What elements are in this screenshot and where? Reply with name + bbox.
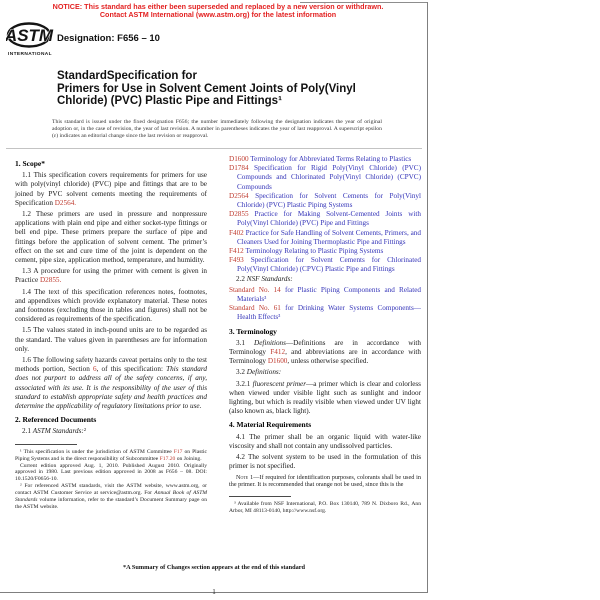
text-run: , and abbreviations are in accordance with Terminology bbox=[229, 348, 421, 366]
doc-ref-link[interactable]: D2564 bbox=[229, 191, 249, 200]
footnote-text bbox=[15, 483, 207, 511]
text-run: volume information, refer to the standard’s Document Summary page on the ASTM website. bbox=[15, 497, 207, 510]
text-run: This standard does not purport to address all of the safety concerns, if any, associated with its use. It is the responsibility of the user of this standard to establish appropriate safety and health practices and determine the applicability of regulatory limitations prior to use. bbox=[15, 365, 207, 411]
doc-ref-link[interactable]: 6 bbox=[92, 365, 97, 374]
text-run: 4.2 The solvent system to be used in the formulation of this primer is not specified. bbox=[229, 453, 421, 471]
doc-ref-link[interactable]: Specification for Solvent Cements for Chlorinated Poly(Vinyl Chloride) (CPVC) Plastic Pipe and Fittings bbox=[237, 256, 421, 274]
text-run: on Plastic Piping Systems and is the direct responsibility of Subcommittee bbox=[15, 448, 207, 462]
right-column bbox=[229, 155, 421, 515]
reference-entry bbox=[229, 247, 421, 256]
body-paragraph bbox=[15, 210, 207, 265]
doc-ref-link[interactable]: F17.20 bbox=[159, 455, 176, 462]
section-heading bbox=[15, 415, 207, 424]
body-paragraph bbox=[15, 288, 207, 325]
footnote-text bbox=[15, 463, 207, 484]
doc-ref-link[interactable]: D1784 bbox=[229, 164, 249, 173]
doc-ref-link[interactable]: D2855 bbox=[229, 210, 249, 219]
text-run: ¹ This specification is under the jurisdiction of ASTM Committee bbox=[20, 448, 174, 455]
text-run: 1.3 A procedure for using the primer with cement is given in Practice bbox=[15, 267, 207, 285]
doc-ref-link[interactable]: Specification for Solvent Cements for Poly(Vinyl Chloride) (PVC) Plastic Piping Systems bbox=[237, 191, 421, 210]
text-run: Note 1 bbox=[236, 473, 254, 481]
text-run: 1.5 The values stated in inch-pound units are to be regarded as the standard. The values given in parentheses are for information only. bbox=[15, 326, 207, 353]
text-run: Definitions: bbox=[246, 368, 282, 377]
footnote-divider bbox=[15, 444, 77, 445]
astm-globe-icon bbox=[6, 21, 54, 59]
text-run: 1.6 The following safety hazards caveat pertains only to the test methods portion, Section bbox=[15, 356, 207, 374]
doc-ref-link[interactable]: D2564. bbox=[54, 198, 77, 207]
reference-entry bbox=[229, 164, 421, 192]
doc-ref-link[interactable]: Practice for Making Solvent-Cemented Joints with Poly(Vinyl Chloride) (PVC) Pipe and Fittings bbox=[237, 210, 421, 228]
doc-ref-link[interactable]: Terminology for Abbreviated Terms Relating to Plastics bbox=[248, 155, 412, 163]
footnote-text bbox=[229, 501, 421, 515]
page-border-right bbox=[427, 2, 428, 593]
text-run: 1.4 The text of this specification references notes, footnotes, and appendixes which provide explanatory material. These notes and footnotes (excluding those in tables and figures) shall not be considered as requirements of the specification. bbox=[15, 287, 207, 324]
section-heading bbox=[229, 327, 421, 336]
two-column-body bbox=[15, 155, 421, 515]
designation-label: Designation: F656 – 10 bbox=[57, 33, 160, 44]
text-run: 2.1 bbox=[22, 427, 33, 436]
summary-of-changes-note: *A Summary of Changes section appears at the end of this standard bbox=[122, 564, 306, 571]
body-paragraph bbox=[229, 275, 421, 284]
text-run: ASTM Standards: bbox=[32, 427, 84, 436]
doc-ref-link[interactable]: Terminology Relating to Plastic Piping Systems bbox=[243, 247, 384, 256]
text-run: —If required for identification purposes, colorants shall be used in the primer. It is recommended that orange not be used, since this is the bbox=[229, 473, 421, 489]
doc-ref-link[interactable]: Standard No. 14 bbox=[229, 285, 281, 294]
doc-ref-link[interactable]: D1600 bbox=[229, 155, 249, 163]
body-paragraph bbox=[229, 368, 421, 377]
astm-logo bbox=[6, 21, 54, 64]
footnote-divider bbox=[229, 496, 291, 497]
body-paragraph bbox=[15, 326, 207, 354]
text-run: 3. Terminology bbox=[229, 326, 277, 336]
title-line2: Chloride) (PVC) Plastic Pipe and Fittings¹ bbox=[57, 95, 282, 108]
doc-ref-link[interactable]: Practice for Safe Handling of Solvent Cements, Primers, and Cleaners Used for Joining Thermoplastic Pipe and Fittings bbox=[237, 228, 421, 246]
body-paragraph bbox=[15, 267, 207, 285]
reference-entry bbox=[229, 155, 421, 164]
text-run: 2. Referenced Documents bbox=[15, 415, 97, 425]
doc-ref-link[interactable]: Specification for Rigid Poly(Vinyl Chloride) (PVC) Compounds and Chlorinated Poly(Vinyl Chloride) (CPVC) Compounds bbox=[237, 164, 421, 191]
text-run: 1.2 These primers are used in pressure and nonpressure applications with plain end pipe and either socket-type fittings or bell end pipe. These primers prepare the surface of pipe and fittings before the application of solvent cement. The primer’s effect on the set and cure time of the joint is dependent on the cement, pipe size, application method, temperature, and humidity. bbox=[15, 210, 207, 265]
doc-ref-link[interactable]: F412 bbox=[229, 247, 244, 256]
section-heading bbox=[229, 420, 421, 429]
doc-ref-link[interactable]: D1600 bbox=[267, 357, 288, 366]
text-run: Definitions bbox=[254, 338, 286, 347]
reference-entry bbox=[229, 210, 421, 228]
text-run: on Joining. bbox=[175, 455, 202, 462]
body-paragraph bbox=[229, 433, 421, 451]
standard-title bbox=[57, 70, 402, 108]
doc-ref-link[interactable]: for Plastic Piping Components and Related Materials³ bbox=[237, 285, 421, 304]
doc-ref-link[interactable]: F402 bbox=[229, 228, 244, 237]
doc-ref-link[interactable]: D2855. bbox=[39, 276, 62, 285]
astm-logo-acronym: ASTM bbox=[6, 26, 54, 45]
doc-ref-link[interactable]: Standard No. 61 bbox=[229, 304, 281, 313]
reference-entry bbox=[229, 304, 421, 322]
text-run: Annual Book of ASTM Standards bbox=[15, 490, 207, 504]
text-run: ² For referenced ASTM standards, visit the ASTM website, www.astm.org, or contact ASTM Customer Service at service@astm.org. For bbox=[15, 483, 207, 497]
issuance-preamble: This standard is issued under the fixed designation F656; the number immediately following the designation indicates the year of original adoption or, in the case of revision, the year of last revision. A number in parentheses indicates the year of last reapproval. A superscript epsilon (ε) indicates an editorial change since the last revision or reapproval. bbox=[52, 119, 382, 140]
note-paragraph bbox=[229, 474, 421, 490]
text-run: 4.1 The primer shall be an organic liquid with water-like viscosity and shall not contain any undissolved particles. bbox=[229, 432, 421, 450]
supersede-notice-line2: Contact ASTM International (www.astm.org) for the latest information bbox=[99, 10, 337, 20]
reference-entry bbox=[229, 192, 421, 210]
doc-ref-link[interactable]: F17 bbox=[173, 448, 183, 455]
text-run: 3.1 bbox=[236, 338, 254, 347]
text-run: , unless otherwise specified. bbox=[287, 357, 369, 366]
supersede-notice bbox=[0, 3, 436, 20]
footnote-text bbox=[15, 449, 207, 463]
body-paragraph bbox=[15, 427, 207, 436]
section-heading bbox=[15, 159, 207, 168]
doc-ref-link[interactable]: for Drinking Water Systems Components—Health Effects³ bbox=[237, 304, 421, 322]
title-line1: Primers for Use in Solvent Cement Joints of Poly(Vinyl bbox=[57, 82, 356, 95]
text-run: 4. Material Requirements bbox=[229, 420, 312, 430]
text-run: 3.2.1 bbox=[236, 379, 253, 388]
header-divider bbox=[6, 148, 422, 149]
text-run: Current edition approved Aug. 1, 2010. Published August 2010. Originally approved in 1980. Last previous edition approved in 2008 as F656 – 08. DOI: 10.1520/F0656-10. bbox=[15, 462, 207, 483]
body-paragraph bbox=[15, 171, 207, 208]
supersede-notice-line1: NOTICE: This standard has either been superseded and replaced by a new version or withdrawn. bbox=[52, 2, 384, 11]
text-run: —a primer which is clear and colorless when viewed under visible light such as sunlight and indoor lighting, but which is readily visible when viewed under UV light (also known as, black light). bbox=[229, 379, 421, 416]
text-run: —Definitions are in accordance with Terminology bbox=[229, 338, 421, 357]
body-paragraph bbox=[229, 380, 421, 417]
text-run: , of this specification: bbox=[96, 365, 167, 374]
text-run: ² bbox=[83, 427, 86, 436]
text-run: fluorescent primer bbox=[252, 379, 307, 388]
left-column bbox=[15, 155, 207, 515]
text-run: NSF Standards: bbox=[246, 274, 293, 283]
doc-ref-link[interactable]: F493 bbox=[229, 256, 244, 265]
text-run: 3.2 bbox=[236, 368, 247, 377]
text-run: ³ Available from NSF International, P.O. Box 130140, 789 N. Dixboro Rd., Ann Arbor, MI 48113-0140, http://www.nsf.org. bbox=[229, 501, 421, 514]
doc-ref-link[interactable]: F412 bbox=[270, 348, 286, 357]
reference-entry bbox=[229, 256, 421, 274]
text-run: 2.2 bbox=[236, 274, 247, 283]
page-number: 1 bbox=[212, 588, 216, 596]
body-paragraph bbox=[229, 453, 421, 471]
astm-logo-international: INTERNATIONAL bbox=[7, 52, 53, 57]
text-run: 1. Scope* bbox=[15, 159, 45, 168]
reference-entry bbox=[229, 286, 421, 304]
body-paragraph bbox=[229, 339, 421, 367]
reference-entry bbox=[229, 229, 421, 247]
text-run: 1.1 This specification covers requirements for primers for use with poly(vinyl chloride) (PVC) pipe and fittings that are to be joined by PVC solvent cements meeting the requirements of Specification bbox=[15, 171, 207, 207]
title-kicker: StandardSpecification for bbox=[57, 70, 197, 82]
body-paragraph bbox=[15, 356, 207, 411]
